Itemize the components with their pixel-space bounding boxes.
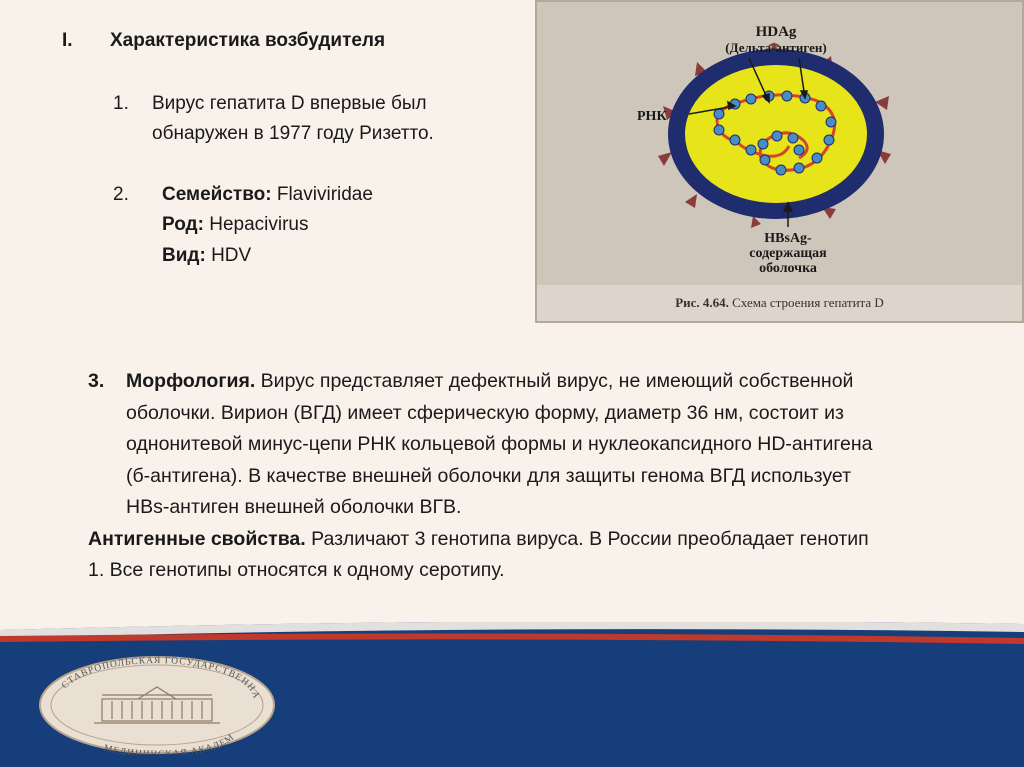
- species-value: HDV: [211, 245, 252, 266]
- genus-row: [162, 211, 309, 239]
- item1-number: 1.: [113, 93, 129, 114]
- section-heading: [62, 30, 385, 52]
- species-row: [162, 242, 251, 270]
- antigen-paragraph: [88, 524, 888, 587]
- label-containing: содержащая: [749, 246, 827, 261]
- academy-logo: [38, 655, 276, 755]
- genus-value: Hepacivirus: [209, 214, 309, 235]
- item2-number: 2.: [113, 184, 129, 205]
- genus-label: Род:: [162, 214, 204, 235]
- figure-caption: [537, 285, 1022, 321]
- label-envelope: оболочка: [759, 261, 817, 276]
- antigen-label: Антигенные свойства.: [88, 527, 306, 550]
- label-delta-antigen: (Дельта-антиген): [725, 40, 827, 55]
- family-value: Flaviviridae: [276, 184, 373, 205]
- heading-title: Характеристика возбудителя: [110, 30, 386, 51]
- morphology-text: Вирус представляет дефектный вирус, не имеющий собственной оболочки. Вирион (ВГД) имеет сферическую форму, диаметр 36 нм, состоит из однонитевой минус-цепи РНК кольцевой формы и нуклеокапсидного HD-антигена (б-антигена). В качестве внешней оболочки для защиты генома ВГД использует HBs-антиген внешней оболочки ВГВ.: [126, 370, 873, 518]
- family-row: [162, 181, 373, 209]
- caption-text: Схема строения гепатита D: [732, 295, 884, 310]
- species-label: Вид:: [162, 245, 206, 266]
- logo-bottom-arc: МЕДИЦИНСКАЯ АКАДЕМ: [102, 732, 237, 755]
- section3-number: 3.: [88, 370, 105, 392]
- virus-diagram: [537, 2, 1022, 286]
- morphology-paragraph: [88, 366, 888, 524]
- virus-diagram-figure: [535, 0, 1024, 323]
- caption-number: Рис. 4.64.: [675, 295, 729, 310]
- label-hdag: HDAg: [755, 24, 797, 40]
- morphology-label: Морфология.: [126, 370, 256, 392]
- label-rnk: РНК: [637, 109, 667, 124]
- heading-number: I.: [62, 30, 73, 51]
- item1-line2: обнаружен в 1977 году Ризетто.: [152, 123, 434, 144]
- antigen-text: Различают 3 генотипа вируса. В России преобладает генотип 1. Все генотипы относятся к одному серотипу.: [88, 527, 869, 581]
- logo-top-arc: СТАВРОПОЛЬСКАЯ ГОСУДАРСТВЕННА: [60, 656, 262, 701]
- academy-emblem: [38, 655, 276, 755]
- family-label: Семейство:: [162, 184, 272, 205]
- section-3: [88, 366, 888, 587]
- item1-line1: Вирус гепатита D впервые был: [152, 93, 427, 114]
- label-hbsag: HBsAg-: [764, 231, 812, 246]
